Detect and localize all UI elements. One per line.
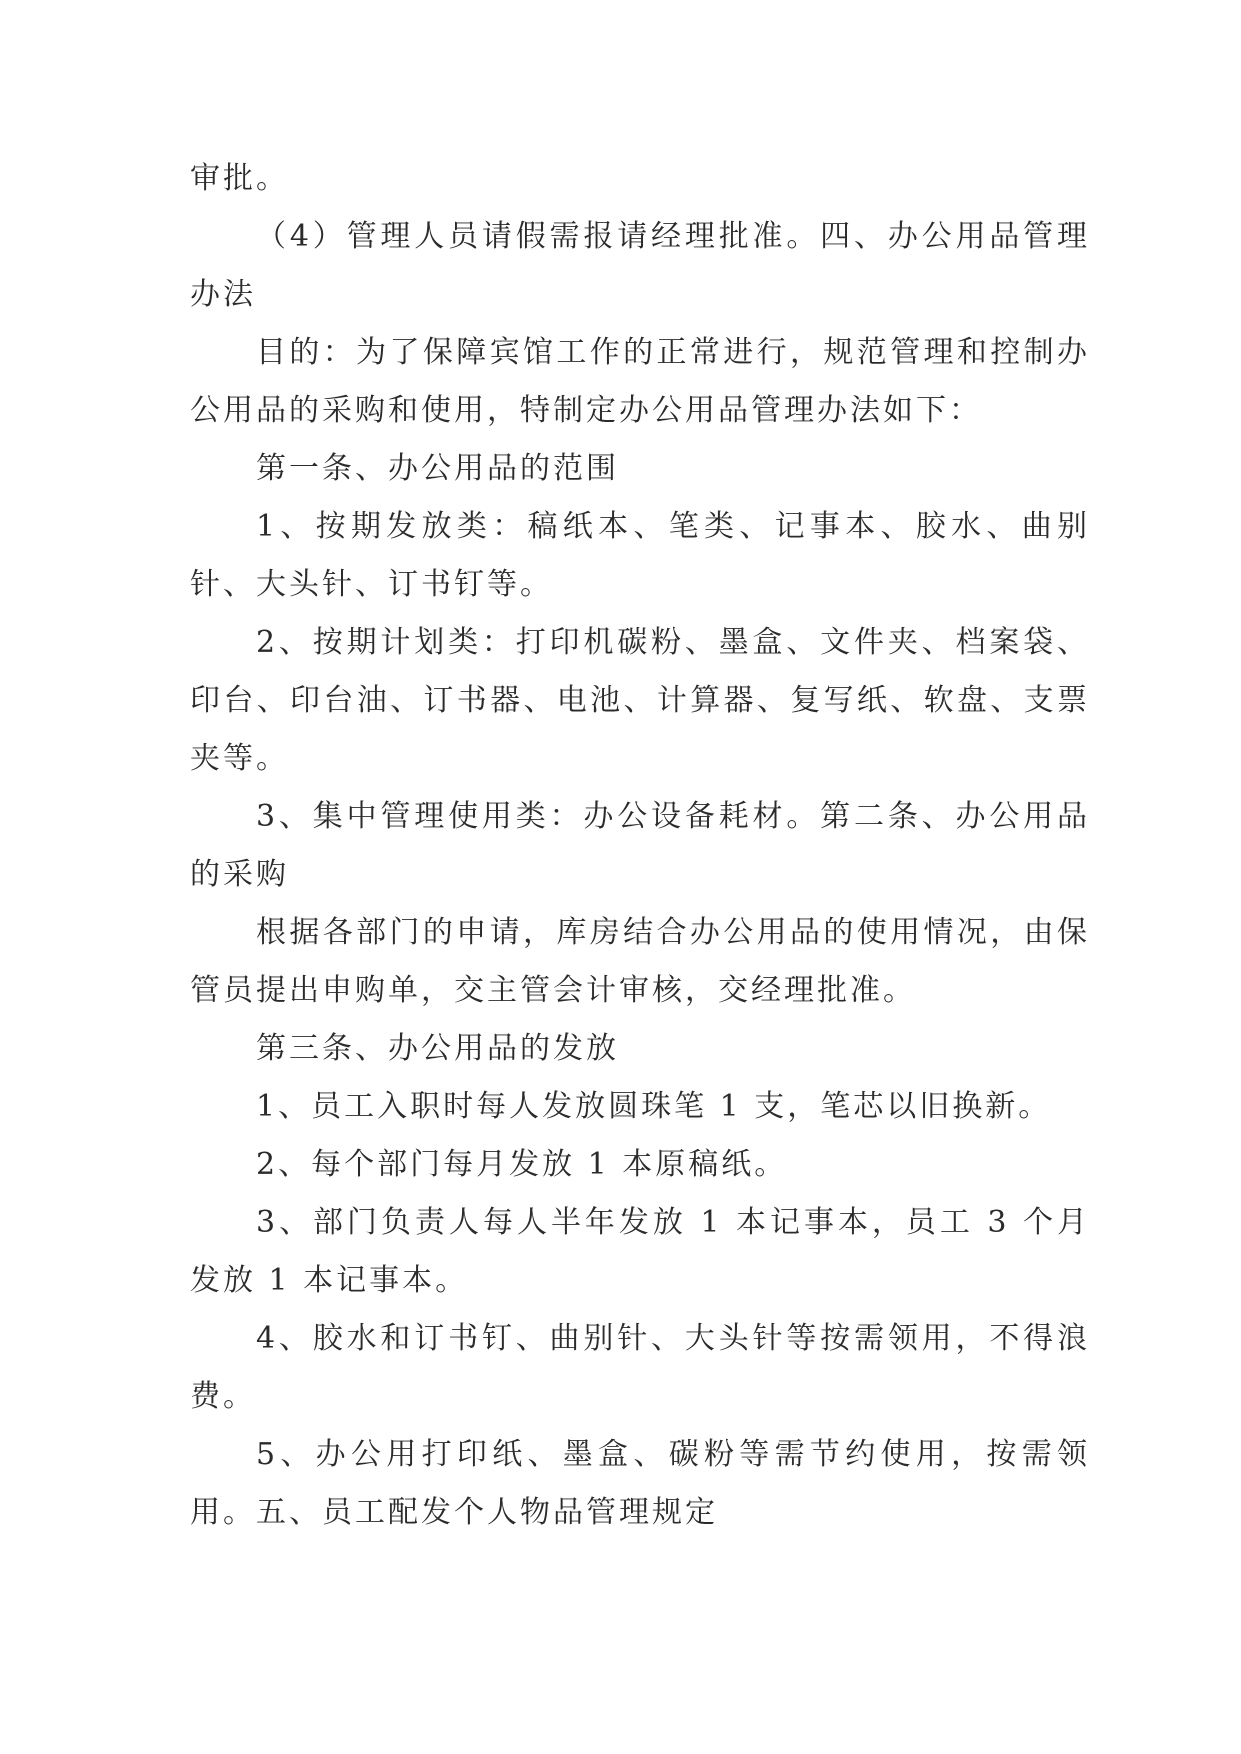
paragraph-article-3-item-2: 2、每个部门每月发放 1 本原稿纸。 — [256, 1147, 788, 1182]
paragraph-leave-approval: （4）管理人员请假需报请经理批准。四、办公用品管理办法 — [190, 219, 1090, 312]
paragraph-article-3-item-4: 4、胶水和订书钉、曲别针、大头针等按需领用，不得浪费。 — [190, 1321, 1090, 1414]
paragraph-article-1-item-3: 3、集中管理使用类：办公设备耗材。第二条、办公用品的采购 — [190, 799, 1090, 892]
paragraph-article-3-item-3: 3、部门负责人每人半年发放 1 本记事本，员工 3 个月发放 1 本记事本。 — [190, 1205, 1090, 1298]
paragraph-article-1-item-2: 2、按期计划类：打印机碳粉、墨盒、文件夹、档案袋、印台、印台油、订书器、电池、计算器、复写纸、软盘、支票夹等。 — [190, 625, 1090, 776]
document-body — [190, 150, 1090, 1542]
paragraph-article-3-heading: 第三条、办公用品的发放 — [256, 1031, 619, 1066]
paragraph-article-2-body: 根据各部门的申请，库房结合办公用品的使用情况，由保管员提出申购单，交主管会计审核，交经理批准。 — [190, 915, 1090, 1008]
paragraph-article-1-item-1: 1、按期发放类：稿纸本、笔类、记事本、胶水、曲别针、大头针、订书钉等。 — [190, 509, 1090, 602]
paragraph-approval-continued: 审批。 — [190, 161, 289, 196]
paragraph-article-3-item-5: 5、办公用打印纸、墨盒、碳粉等需节约使用，按需领用。五、员工配发个人物品管理规定 — [190, 1437, 1090, 1530]
paragraph-article-3-item-1: 1、员工入职时每人发放圆珠笔 1 支，笔芯以旧换新。 — [256, 1089, 1052, 1124]
paragraph-article-1-heading: 第一条、办公用品的范围 — [256, 451, 619, 486]
paragraph-purpose: 目的：为了保障宾馆工作的正常进行，规范管理和控制办公用品的采购和使用，特制定办公用品管理办法如下： — [190, 335, 1090, 428]
